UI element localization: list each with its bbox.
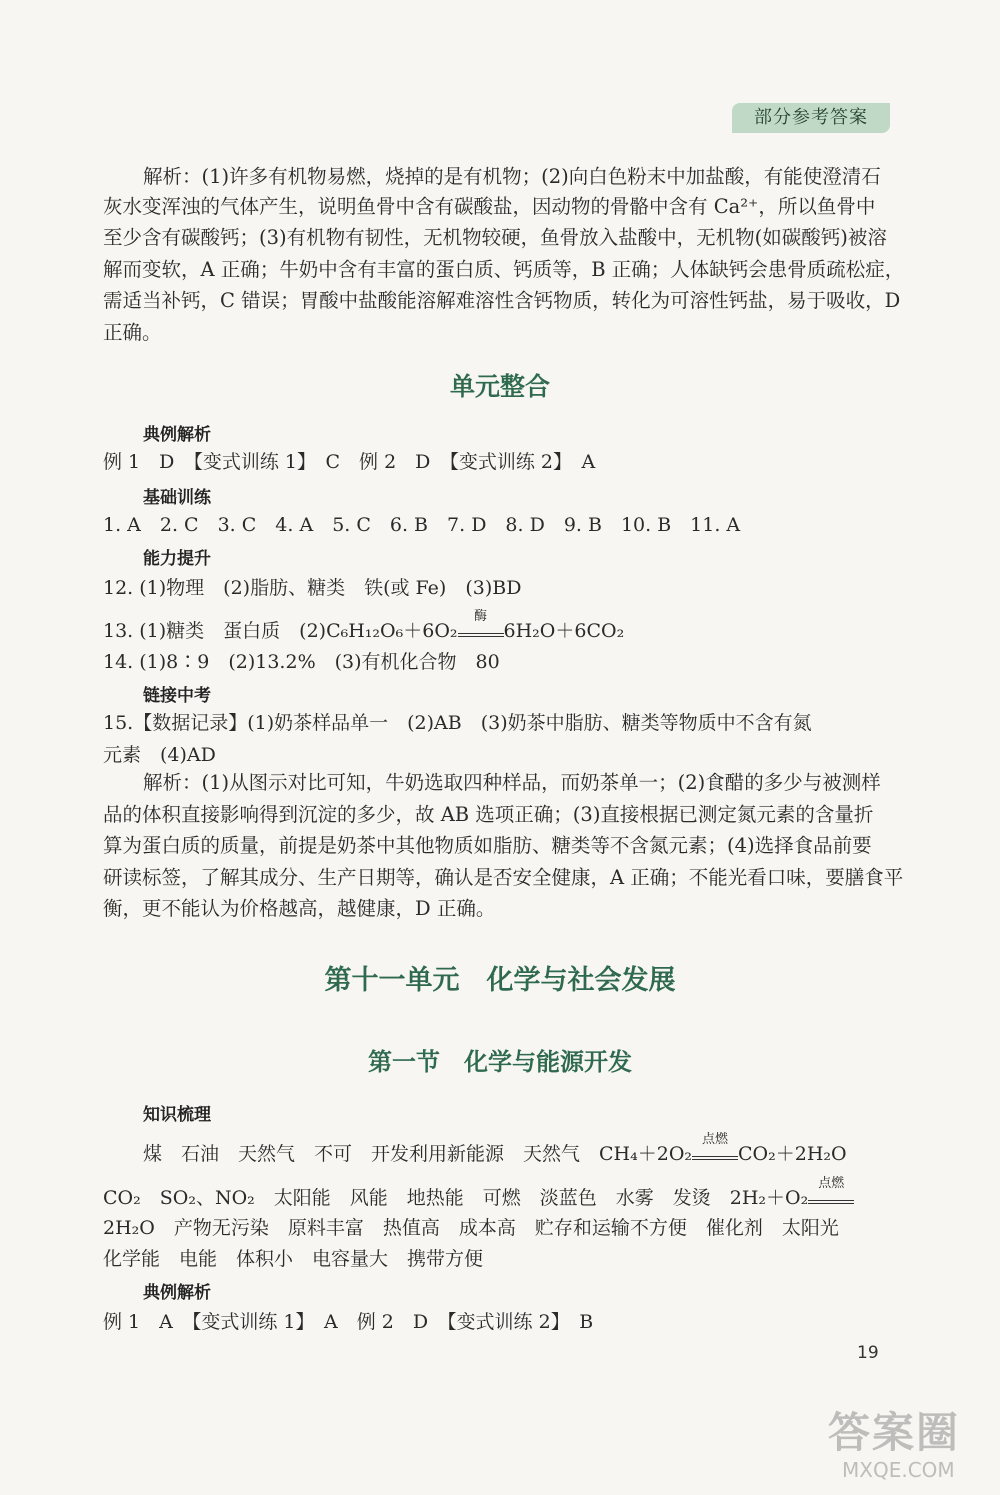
- site-watermark: [828, 1400, 998, 1490]
- knowledge-line-1-right: CO₂＋2H₂O: [738, 1143, 847, 1165]
- basic-training-answers: 1. A 2. C 3. C 4. A 5. C 6. B 7. D 8. D 9. B 10. B 11. A: [103, 514, 741, 536]
- paragraph-line: 解而变软，A 正确；牛奶中含有丰富的蛋白质、钙质等，B 正确；人体缺钙会患骨质疏松症，: [103, 258, 905, 281]
- knowledge-line-1-left: 煤 石油 天然气 不可 开发利用新能源 天然气 CH₄＋2O₂: [143, 1143, 693, 1165]
- answer-13: [103, 609, 625, 643]
- paragraph-line: 正确。: [103, 321, 162, 344]
- example-analysis-heading: 典例解析: [143, 425, 211, 445]
- unit-11-title: 第十一单元 化学与社会发展: [324, 965, 676, 996]
- knowledge-heading: 知识梳理: [143, 1105, 211, 1125]
- paragraph-line: 研读标签，了解其成分、生产日期等，确认是否安全健康，A 正确；不能光看口味，要膳食平: [103, 866, 904, 889]
- knowledge-line-2-left: CO₂ SO₂、NO₂ 太阳能 风能 地热能 可燃 淡蓝色 水雾 发烫 2H₂＋O₂: [103, 1187, 809, 1209]
- answer-section-badge: 部分参考答案: [732, 103, 890, 133]
- paragraph-line: 算为蛋白质的质量，前提是奶茶中其他物质如脂肪、糖类等不含氮元素；(4)选择食品前要: [103, 834, 872, 857]
- reaction-condition: 酶: [474, 609, 488, 624]
- paragraph-line: 至少含有碳酸钙；(3)有机物有韧性，无机物较硬，鱼骨放入盐酸中，无机物(如碳酸钙)被溶: [103, 226, 887, 249]
- paragraph-line: 衡，更不能认为价格越高，越健康，D 正确。: [103, 897, 496, 920]
- watermark-url: MXQE.COM: [842, 1458, 955, 1482]
- page-number: 19: [857, 1343, 879, 1363]
- answer-15-line2: 元素 (4)AD: [103, 744, 216, 766]
- example-answers-2: 例 1 A 【变式训练 1】 A 例 2 D 【变式训练 2】 B: [103, 1311, 594, 1333]
- reaction-arrow: [458, 609, 504, 637]
- paragraph-line: 解析：(1)许多有机物易燃，烧掉的是有机物；(2)向白色粉末中加盐酸，有能使澄清石: [143, 165, 881, 188]
- answer-15-line1: 15.【数据记录】(1)奶茶样品单一 (2)AB (3)奶茶中脂肪、糖类等物质中不含有氮: [103, 712, 812, 734]
- reaction-arrow: [808, 1176, 854, 1204]
- paragraph-line: 解析：(1)从图示对比可知，牛奶选取四种样品，而奶茶单一；(2)食醋的多少与被测样: [143, 771, 881, 794]
- ability-heading: 能力提升: [143, 549, 211, 569]
- unit-summary-title: 单元整合: [449, 372, 550, 401]
- reaction-condition: 点燃: [702, 1132, 729, 1147]
- knowledge-line-2: [103, 1176, 854, 1210]
- basic-training-heading: 基础训练: [143, 488, 211, 508]
- answer-13-right: 6H₂O＋6CO₂: [503, 620, 625, 642]
- paragraph-line: 灰水变浑浊的气体产生，说明鱼骨中含有碳酸盐，因动物的骨骼中含有 Ca²⁺，所以鱼骨中: [103, 195, 876, 218]
- knowledge-line-3: 2H₂O 产物无污染 原料丰富 热值高 成本高 贮存和运输不方便 催化剂 太阳光: [103, 1217, 839, 1239]
- knowledge-line-1: [143, 1132, 847, 1166]
- reaction-arrow: [692, 1132, 738, 1160]
- paragraph-line: 品的体积直接影响得到沉淀的多少，故 AB 选项正确；(3)直接根据已测定氮元素的含量折: [103, 803, 874, 826]
- example-analysis-heading-2: 典例解析: [143, 1283, 211, 1303]
- example-answers: 例 1 D 【变式训练 1】 C 例 2 D 【变式训练 2】 A: [103, 451, 596, 473]
- answer-12: 12. (1)物理 (2)脂肪、糖类 铁(或 Fe) (3)BD: [103, 577, 522, 599]
- answer-13-left: 13. (1)糖类 蛋白质 (2)C₆H₁₂O₆＋6O₂: [103, 620, 458, 642]
- paragraph-line: 需适当补钙，C 错误；胃酸中盐酸能溶解难溶性含钙物质，转化为可溶性钙盐，易于吸收，D: [103, 289, 901, 312]
- section-1-title: 第一节 化学与能源开发: [368, 1048, 632, 1076]
- knowledge-line-4: 化学能 电能 体积小 电容量大 携带方便: [103, 1248, 484, 1270]
- watermark-logo-text: 答案圈: [828, 1408, 961, 1457]
- reaction-condition: 点燃: [818, 1176, 845, 1191]
- exam-link-heading: 链接中考: [143, 686, 211, 706]
- answer-14: 14. (1)8∶9 (2)13.2% (3)有机化合物 80: [103, 651, 500, 673]
